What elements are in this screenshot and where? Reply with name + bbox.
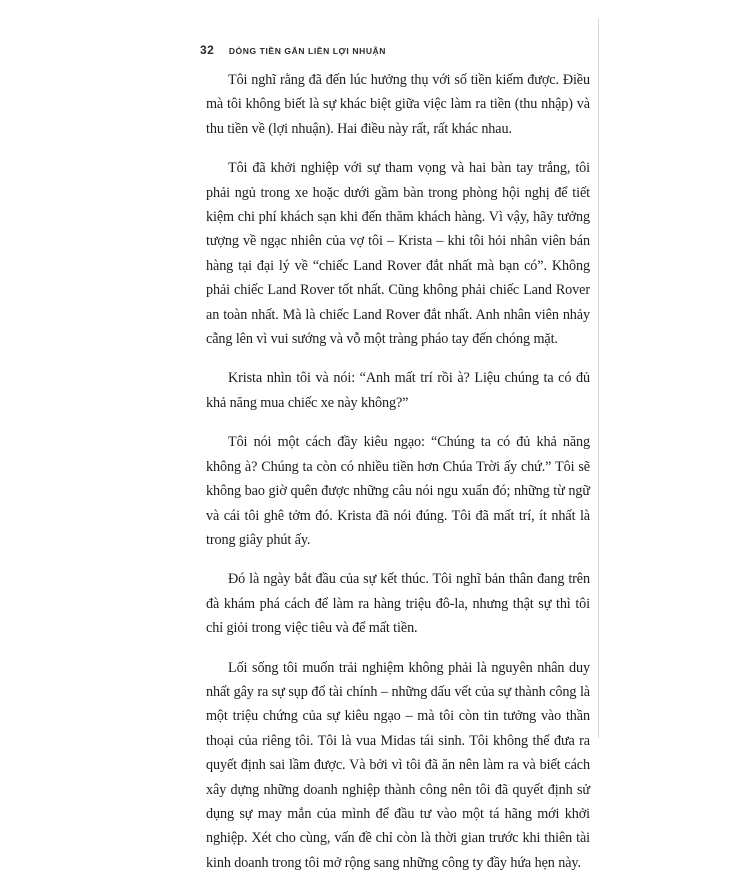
body-text bbox=[206, 68, 590, 890]
paragraph: Tôi nghĩ rằng đã đến lúc hưởng thụ với số tiền kiếm được. Điều mà tôi không biết là sự khác biệt giữa việc làm ra tiền (thu nhập) và thu tiền về (lợi nhuận). Hai điều này rất, rất khác nhau. bbox=[206, 72, 590, 137]
paragraph: Đó là ngày bắt đầu của sự kết thúc. Tôi nghĩ bản thân đang trên đà khám phá cách để làm ra hàng triệu đô-la, nhưng thật sự thì tôi chỉ giỏi trong việc tiêu và để mất tiền. bbox=[206, 571, 590, 637]
paragraph: Tôi đã khởi nghiệp với sự tham vọng và hai bàn tay trắng, tôi phải ngủ trong xe hoặc dưới gầm bàn trong phòng hội nghị để tiết kiệm chi phí khách sạn khi đến thăm khách hàng. Vì vậy, hãy tưởng tượng về ngạc nhiên của vợ tôi – Krista – khi tôi hỏi nhân viên bán hàng tại đại lý về “chiếc Land Rover đắt nhất mà bạn có”. Không phải chiếc Land Rover tốt nhất. Cũng không phải chiếc Land Rover an toàn nhất. Mà là chiếc Land Rover đắt nhất. Anh nhân viên nhảy cẫng lên vì vui sướng và vỗ một tràng pháo tay đến chóng mặt. bbox=[206, 160, 590, 348]
paragraph: Lối sống tôi muốn trải nghiệm không phải là nguyên nhân duy nhất gây ra sự sụp đổ tài chính – những dấu vết của sự thành công là một triệu chứng của sự kiêu ngạo – mà tôi còn tin tưởng vào thần thoại của riêng tôi. Tôi là vua Midas tái sinh. Tôi không thể đưa ra quyết định sai lầm được. Và bởi vì tôi đã ăn nên làm ra và biết cách xây dựng những doanh nghiệp thành công nên tôi đã quyết định sử dụng sự may mắn của mình để đầu tư vào một tá hãng mới khởi nghiệp. Xét cho cùng, vấn đề chỉ còn là thời gian trước khi thiên tài kinh doanh trong tôi mở rộng sang những công ty đầy hứa hẹn này. bbox=[206, 659, 590, 871]
page-number: 32 bbox=[200, 43, 215, 57]
running-title: DÒNG TIỀN GẮN LIỀN LỢI NHUẬN bbox=[228, 46, 387, 56]
paragraph: Krista nhìn tôi và nói: “Anh mất trí rồi à? Liệu chúng ta có đủ khả năng mua chiếc xe này không?” bbox=[206, 370, 590, 411]
page-edge-line bbox=[598, 18, 599, 738]
running-header bbox=[200, 41, 386, 59]
paragraph: Tôi nói một cách đầy kiêu ngạo: “Chúng ta có đủ khả năng không à? Chúng ta còn có nhiều tiền hơn Chúa Trời ấy chứ.” Tôi sẽ không bao giờ quên được những câu nói ngu xuẩn đó; những từ ngữ và cái tôi ghê tởm đó. Krista đã nói đúng. Tôi đã mất trí, ít nhất là trong giây phút ấy. bbox=[206, 434, 590, 548]
